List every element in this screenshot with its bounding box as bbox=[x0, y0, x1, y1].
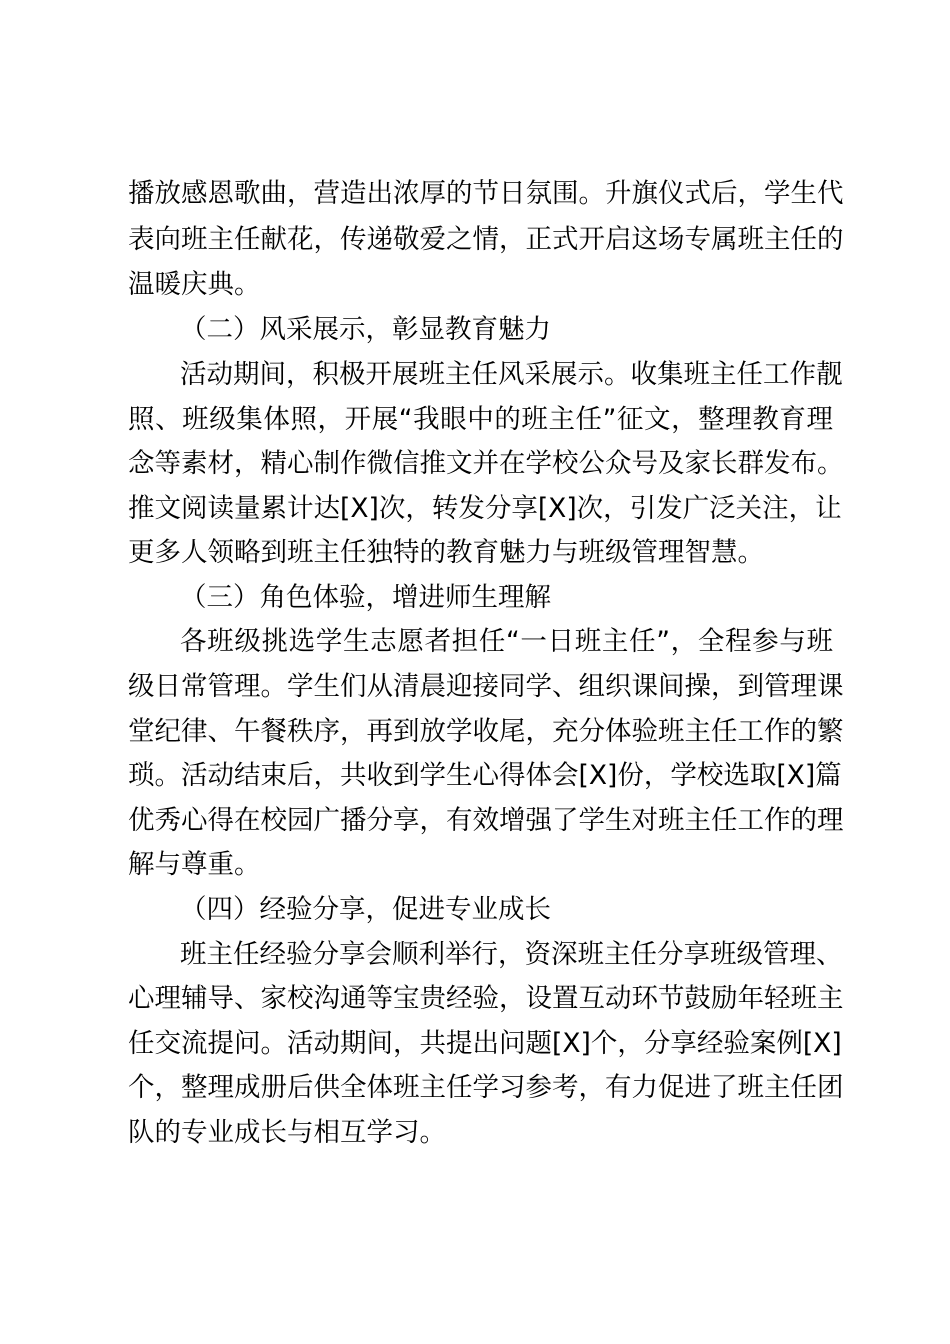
paragraph-line: 播放感恩歌曲，营造出浓厚的节日氛围。升旗仪式后，学生代 bbox=[128, 178, 844, 209]
paragraph-line: 心理辅导、家校沟通等宝贵经验，设置互动环节鼓励年轻班主 bbox=[128, 983, 844, 1014]
paragraph-line: 任交流提问。活动期间，共提出问题[X]个，分享经验案例[X] bbox=[128, 1028, 842, 1059]
paragraph-line: 活动期间，积极开展班主任风采展示。收集班主任工作靓 bbox=[180, 359, 843, 390]
section-heading: （三）角色体验，增进师生理解 bbox=[180, 582, 551, 613]
paragraph-line: 个，整理成册后供全体班主任学习参考，有力促进了班主任团 bbox=[128, 1072, 844, 1103]
paragraph-line: 念等素材，精心制作微信推文并在学校公众号及家长群发布。 bbox=[128, 448, 844, 479]
paragraph-line: 优秀心得在校园广播分享，有效增强了学生对班主任工作的理 bbox=[128, 805, 844, 836]
paragraph-line: 班主任经验分享会顺利举行，资深班主任分享班级管理、 bbox=[180, 939, 843, 970]
paragraph-line: 队的专业成长与相互学习。 bbox=[128, 1117, 446, 1148]
paragraph-line: 解与尊重。 bbox=[128, 849, 261, 880]
paragraph-line: 级日常管理。学生们从清晨迎接同学、组织课间操，到管理课 bbox=[128, 671, 844, 702]
section-heading: （二）风采展示，彰显教育魅力 bbox=[180, 314, 551, 345]
paragraph-line: 表向班主任献花，传递敬爱之情，正式开启这场专属班主任的 bbox=[128, 224, 844, 255]
paragraph-line: 堂纪律、午餐秩序，再到放学收尾，充分体验班主任工作的繁 bbox=[128, 716, 844, 747]
paragraph-line: 温暖庆典。 bbox=[128, 269, 261, 300]
paragraph-line: 各班级挑选学生志愿者担任“一日班主任”，全程参与班 bbox=[180, 626, 833, 657]
section-heading: （四）经验分享，促进专业成长 bbox=[180, 894, 551, 925]
paragraph-line: 照、班级集体照，开展“我眼中的班主任”征文，整理教育理 bbox=[128, 404, 833, 435]
paragraph-line: 琐。活动结束后，共收到学生心得体会[X]份，学校选取[X]篇 bbox=[128, 760, 842, 791]
paragraph-line: 推文阅读量累计达[X]次，转发分享[X]次，引发广泛关注，让 bbox=[128, 493, 842, 524]
paragraph-line: 更多人领略到班主任独特的教育魅力与班级管理智慧。 bbox=[128, 537, 764, 568]
